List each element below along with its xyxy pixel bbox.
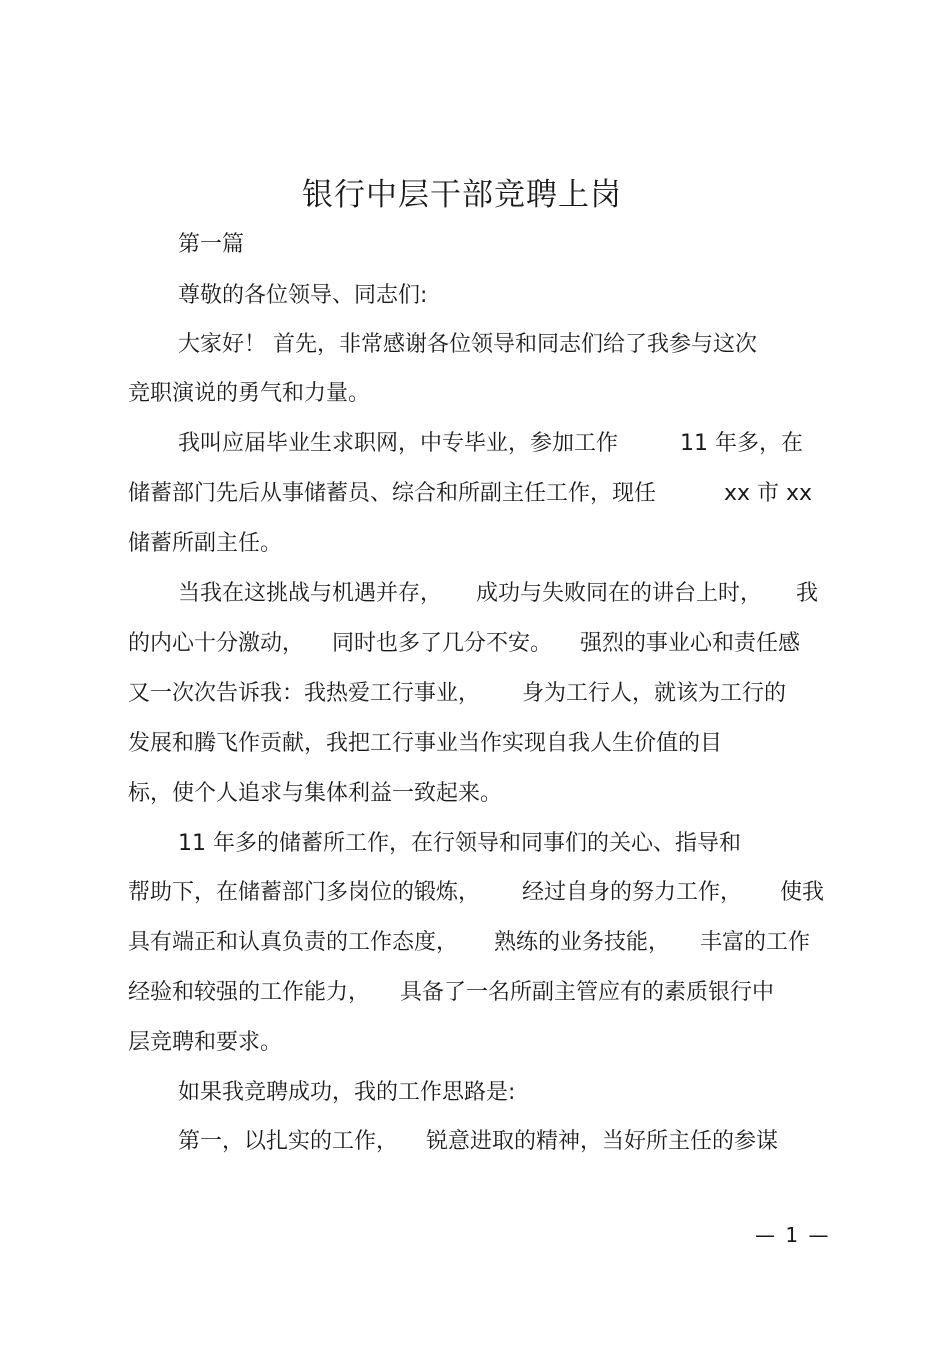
text-segment: 锐意进取的精神，当好所主任的参谋 <box>426 1129 779 1154</box>
text-segment: 储蓄部门先后从事储蓄员、综合和所副主任工作，现任 <box>128 481 657 506</box>
text-segment: 我叫应届毕业生求职网，中专毕业，参加工作 <box>178 431 619 456</box>
paragraph-5-line-1: 如果我竞聘成功，我的工作思路是: <box>178 1080 516 1105</box>
text-segment: 具备了一名所副主管应有的素质银行中 <box>400 980 775 1005</box>
section-heading: 第一篇 <box>178 232 245 257</box>
paragraph-3-line-5: 标，使个人追求与集体利益一致起来。 <box>128 781 503 806</box>
paragraph-2-line-2 <box>128 478 812 510</box>
paragraph-4-line-2 <box>128 877 824 909</box>
text-segment: 我 <box>796 581 819 606</box>
paragraph-3-line-4: 发展和腾飞作贡献，我把工行事业当作实现自我人生价值的目 <box>128 731 723 756</box>
text-segment: 11 年多，在 <box>680 431 804 456</box>
paragraph-3-line-2 <box>128 628 800 660</box>
text-segment: 同时也多了几分不安。 <box>332 631 553 656</box>
text-segment: 使我 <box>780 880 825 905</box>
paragraph-1-line-1: 大家好！ 首先，非常感谢各位领导和同志们给了我参与这次 <box>178 332 757 357</box>
salutation: 尊敬的各位领导、同志们: <box>178 283 428 308</box>
paragraph-4-line-4 <box>128 977 774 1009</box>
paragraph-3-line-3 <box>128 678 786 710</box>
text-segment: 当我在这挑战与机遇并存， <box>178 581 443 606</box>
text-segment: 经验和较强的工作能力， <box>128 980 371 1005</box>
text-segment: 第一，以扎实的工作， <box>178 1129 399 1154</box>
text-segment: 又一次次告诉我：我热爱工行事业， <box>128 681 481 706</box>
paragraph-3-line-1 <box>178 578 818 610</box>
text-segment: 熟练的业务技能， <box>494 930 671 955</box>
text-segment: 经过自身的努力工作， <box>522 880 743 905</box>
text-segment: 强烈的事业心和责任感 <box>580 631 801 656</box>
text-segment: 丰富的工作 <box>700 930 811 955</box>
text-segment: 具有端正和认真负责的工作态度， <box>128 930 459 955</box>
paragraph-6-line-1 <box>178 1126 778 1158</box>
page-number: — 1 — <box>755 1223 831 1247</box>
text-segment: 成功与失败同在的讲台上时， <box>476 581 763 606</box>
paragraph-4-line-1: 11 年多的储蓄所工作，在行领导和同事们的关心、指导和 <box>178 831 741 856</box>
text-segment: xx 市 xx <box>724 481 813 506</box>
paragraph-2-line-3: 储蓄所副主任。 <box>128 531 283 556</box>
text-segment: 帮助下，在储蓄部门多岗位的锻炼， <box>128 880 481 905</box>
text-segment: 的内心十分激动， <box>128 631 305 656</box>
paragraph-4-line-5: 层竞聘和要求。 <box>128 1030 283 1055</box>
paragraph-4-line-3 <box>128 927 810 959</box>
document-title: 银行中层干部竞聘上岗 <box>302 177 622 213</box>
paragraph-2-line-1 <box>178 428 803 460</box>
text-segment: 身为工行人，就该为工行的 <box>522 681 787 706</box>
paragraph-1-line-2: 竞职演说的勇气和力量。 <box>128 381 371 406</box>
